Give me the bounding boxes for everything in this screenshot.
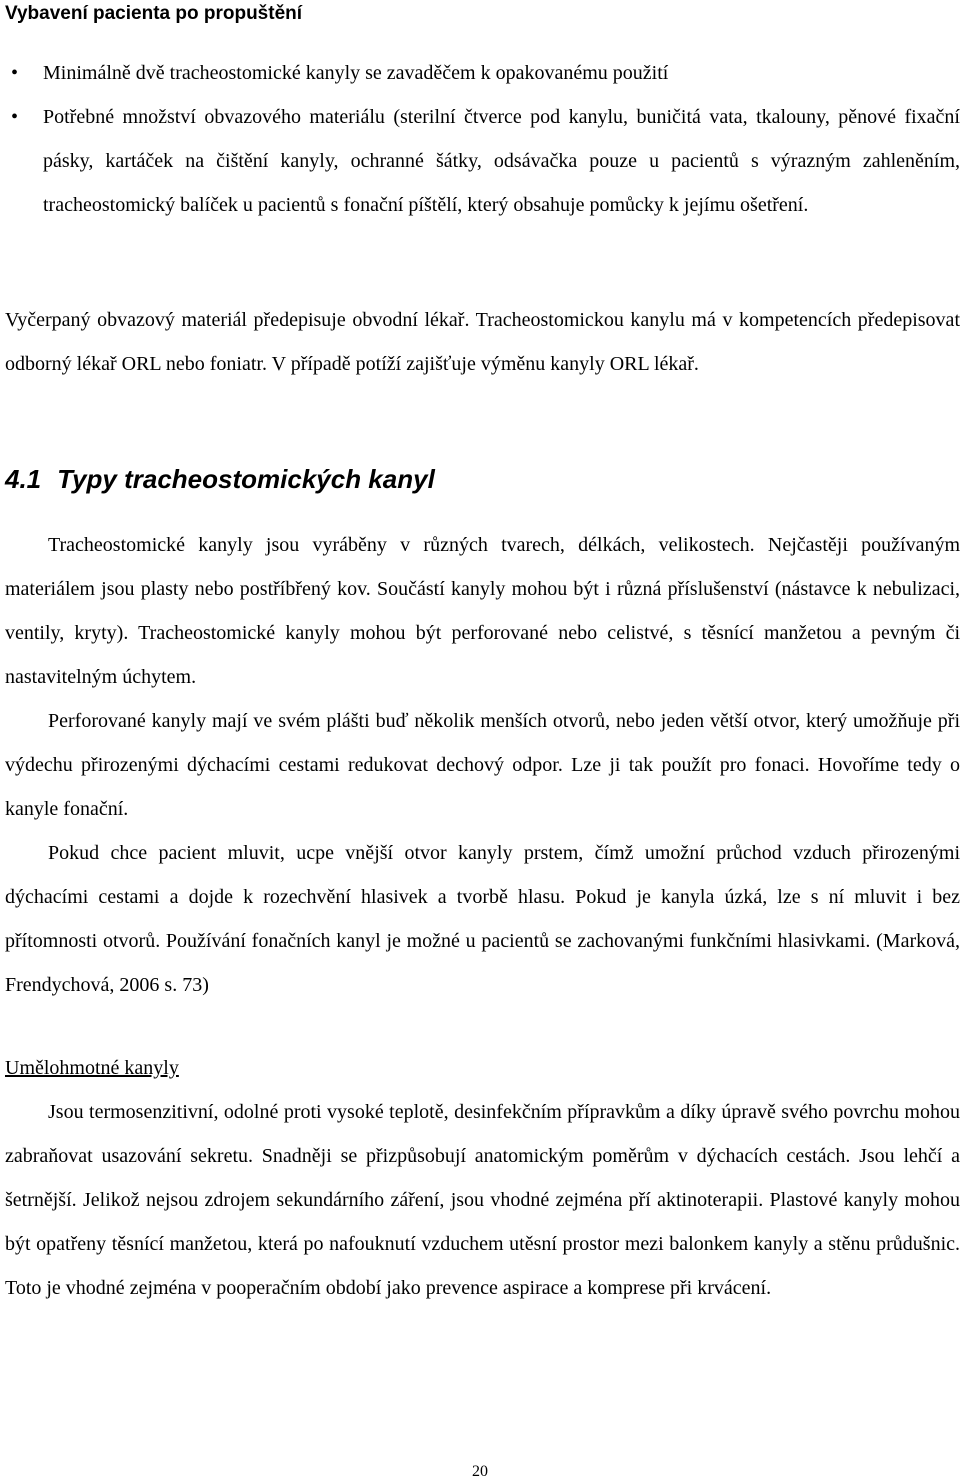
list-item-text: Minimálně dvě tracheostomické kanyly se zavaděčem k opakovanému použití <box>43 62 669 84</box>
section-title: Vybavení pacienta po propuštění <box>5 3 303 24</box>
paragraph-prescription: Vyčerpaný obvazový materiál předepisuje obvodní lékař. Tracheostomickou kanylu má v kompetencích předepisovat odborný lékař ORL nebo foniatr. V případě potíží zajišťuje výměnu kanyly ORL lékař. <box>5 309 960 375</box>
list-item <box>5 95 960 227</box>
heading-text: Typy tracheostomických kanyl <box>57 464 435 494</box>
paragraph-plastic: Jsou termosenzitivní, odolné proti vysoké teplotě, desinfekčním přípravkům a díky úpravě svého povrchu mohou zabraňovat usazování sekretu. Snadněji se přizpůsobují anatomickým poměrům v dýchacích cestách. Jsou lehčí a šetrnější. Jelikož nejsou zdrojem sekundárního záření, jsou vhodné zejména pří aktinoterapii. Plastové kanyly mohou být opatřeny těsnící manžetou, která po nafouknutí vzduchem utěsní prostor mezi balonkem kanyly a stěnu průdušnic. Toto je vhodné zejména v pooperačním období jako prevence aspirace a komprese při krvácení. <box>5 1101 960 1299</box>
list-item <box>5 51 960 95</box>
bullet-icon: • <box>11 62 19 84</box>
subsection-heading <box>5 459 435 499</box>
bullet-icon: • <box>11 106 19 128</box>
equipment-list <box>5 51 960 227</box>
paragraph-types-1: Tracheostomické kanyly jsou vyráběny v různých tvarech, délkách, velikostech. Nejčastěji používaným materiálem jsou plasty nebo postříbřený kov. Součástí kanyly mohou být i různá příslušenství (nástavce k nebulizaci, ventily, kryty). Tracheostomické kanyly mohou být perforované nebo celistvé, s těsnící manžetou a pevným či nastavitelným úchytem. <box>5 534 960 688</box>
heading-number: 4.1 <box>5 464 42 494</box>
paragraph-types-2: Perforované kanyly mají ve svém plášti buď několik menších otvorů, nebo jeden větší otvor, který umožňuje při výdechu přirozenými dýchacími cestami redukovat dechový odpor. Lze ji tak použít pro fonaci. Hovoříme tedy o kanyle fonační. <box>5 710 960 820</box>
page-number: 20 <box>472 1463 488 1480</box>
subheading-plastic: Umělohmotné kanyly <box>5 1057 179 1079</box>
paragraph-types-3: Pokud chce pacient mluvit, ucpe vnější otvor kanyly prstem, čímž umožní průchod vzduch přirozenými dýchacími cestami a dojde k rozechvění hlasivek a tvorbě hlasu. Pokud je kanyla úzká, lze s ní mluvit i bez přítomnosti otvorů. Používání fonačních kanyl je možné u pacientů se zachovanými funkčními hlasivkami. (Marková, Frendychová, 2006 s. 73) <box>5 842 960 996</box>
list-item-text: Potřebné množství obvazového materiálu (sterilní čtverce pod kanylu, buničitá vata, tkalouny, pěnové fixační pásky, kartáček na čištění kanyly, ochranné šátky, odsávačka pouze u pacientů s výrazným zahleněním, tracheostomický balíček u pacientů s fonační píštělí, který obsahuje pomůcky k jejímu ošetření. <box>43 106 960 216</box>
